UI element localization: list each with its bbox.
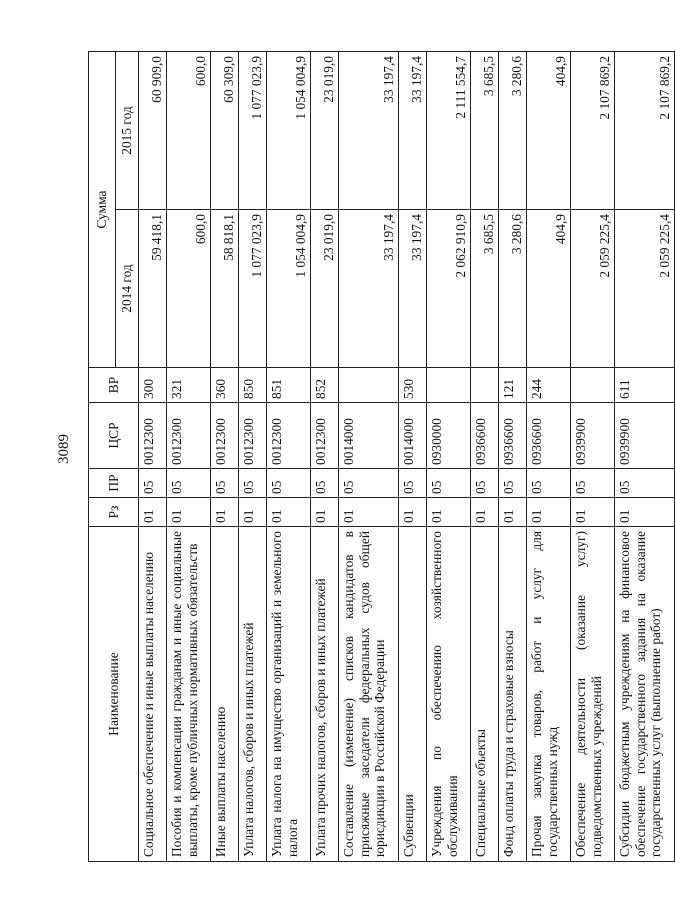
table-row [311,51,339,861]
cell-sum-2014: 59 418,1 [139,210,167,368]
cell-pr: 05 [311,469,339,498]
cell-vr: 121 [499,368,527,403]
cell-vr [571,368,615,403]
cell-vr [339,368,399,403]
cell-name: Учреждения по обеспечению хозяйственного обслуживания [427,527,471,862]
cell-sum-2015: 33 197,4 [339,51,399,209]
cell-pr: 05 [267,469,311,498]
cell-sum-2015: 33 197,4 [399,51,427,209]
cell-csr: 0012300 [139,403,167,469]
cell-sum-2015: 60 309,0 [211,51,239,209]
cell-rz: 01 [167,498,211,527]
cell-vr [471,368,499,403]
table-row [471,51,499,861]
header-row [89,51,116,861]
cell-vr: 851 [267,368,311,403]
cell-name: Уплата налога на имущество организаций и земельного налога [267,527,311,862]
cell-sum-2015: 3 685,5 [471,51,499,209]
cell-sum-2015: 404,9 [527,51,571,209]
cell-csr: 0936600 [499,403,527,469]
cell-pr: 05 [167,469,211,498]
cell-sum-2015: 23 019,0 [311,51,339,209]
cell-sum-2015: 2 111 554,7 [427,51,471,209]
cell-csr: 0012300 [239,403,267,469]
cell-sum-2014: 2 062 910,9 [427,210,471,368]
cell-pr: 05 [139,469,167,498]
cell-sum-2015: 2 107 869,2 [615,51,675,209]
cell-csr: 0930000 [427,403,471,469]
cell-rz: 01 [527,498,571,527]
table-row [167,51,211,861]
cell-pr: 05 [527,469,571,498]
cell-pr: 05 [499,469,527,498]
cell-csr: 0012300 [267,403,311,469]
header-2014: 2014 год [116,210,139,368]
cell-rz: 01 [615,498,675,527]
page-number: 3089 [56,434,72,464]
cell-rz: 01 [339,498,399,527]
cell-name: Социальное обеспечение и иные выплаты населению [139,527,167,862]
cell-sum-2014: 404,9 [527,210,571,368]
cell-csr: 0939900 [615,403,675,469]
cell-sum-2015: 1 077 023,9 [239,51,267,209]
budget-table [88,51,675,862]
cell-vr: 850 [239,368,267,403]
cell-csr: 0012300 [211,403,239,469]
cell-name: Обеспечение деятельности (оказание услуг) подведомственных учреждений [571,527,615,862]
cell-sum-2014: 3 685,5 [471,210,499,368]
cell-pr: 05 [339,469,399,498]
table-row [339,51,399,861]
cell-vr: 852 [311,368,339,403]
cell-name: Специальные объекты [471,527,499,862]
table-row [427,51,471,861]
table-row [239,51,267,861]
cell-sum-2014: 33 197,4 [339,210,399,368]
cell-pr: 05 [399,469,427,498]
cell-name: Фонд оплаты труда и страховые взносы [499,527,527,862]
cell-sum-2014: 2 059 225,4 [615,210,675,368]
cell-sum-2014: 1 054 004,9 [267,210,311,368]
cell-rz: 01 [399,498,427,527]
cell-name: Уплата налогов, сборов и иных платежей [239,527,267,862]
cell-name: Субвенции [399,527,427,862]
header-vr: ВР [89,368,139,403]
cell-pr: 05 [471,469,499,498]
cell-sum-2015: 1 054 004,9 [267,51,311,209]
cell-vr: 360 [211,368,239,403]
cell-sum-2015: 60 909,0 [139,51,167,209]
table-row [615,51,675,861]
cell-sum-2014: 3 280,6 [499,210,527,368]
cell-sum-2014: 1 077 023,9 [239,210,267,368]
cell-vr: 611 [615,368,675,403]
header-name: Наименование [89,527,139,862]
cell-sum-2014: 33 197,4 [399,210,427,368]
header-sum: Сумма [89,51,116,367]
rotated-page [88,52,672,862]
cell-rz: 01 [267,498,311,527]
cell-csr: 0939900 [571,403,615,469]
cell-name: Составление (изменение) списков кандидатов в присяжные заседатели федеральных судов общей юрисдикции в Российской Федерации [339,527,399,862]
cell-rz: 01 [427,498,471,527]
cell-sum-2014: 23 019,0 [311,210,339,368]
cell-pr: 05 [427,469,471,498]
cell-rz: 01 [239,498,267,527]
cell-csr: 0014000 [339,403,399,469]
table-row [211,51,239,861]
cell-vr: 244 [527,368,571,403]
cell-pr: 05 [571,469,615,498]
cell-sum-2015: 3 280,6 [499,51,527,209]
cell-name: Субсидии бюджетным учреждениям на финансовое обеспечение государственного задания на оказание государственных услуг (выполнение работ) [615,527,675,862]
header-csr: ЦСР [89,403,139,469]
cell-sum-2014: 58 818,1 [211,210,239,368]
cell-rz: 01 [571,498,615,527]
table-row [399,51,427,861]
cell-rz: 01 [139,498,167,527]
cell-sum-2014: 2 059 225,4 [571,210,615,368]
cell-pr: 05 [239,469,267,498]
table-row [499,51,527,861]
cell-vr: 530 [399,368,427,403]
header-rz: Рз [89,498,139,527]
table-row [527,51,571,861]
cell-csr: 0936600 [527,403,571,469]
cell-csr: 0014000 [399,403,427,469]
cell-rz: 01 [471,498,499,527]
table-row [571,51,615,861]
cell-rz: 01 [211,498,239,527]
cell-name: Уплата прочих налогов, сборов и иных платежей [311,527,339,862]
cell-csr: 0012300 [167,403,211,469]
cell-rz: 01 [311,498,339,527]
cell-name: Иные выплаты населению [211,527,239,862]
cell-csr: 0936600 [471,403,499,469]
table-row [139,51,167,861]
cell-sum-2015: 2 107 869,2 [571,51,615,209]
cell-pr: 05 [615,469,675,498]
cell-vr: 321 [167,368,211,403]
cell-vr: 300 [139,368,167,403]
cell-sum-2014: 600,0 [167,210,211,368]
cell-vr [427,368,471,403]
header-2015: 2015 год [116,51,139,209]
cell-rz: 01 [499,498,527,527]
cell-pr: 05 [211,469,239,498]
cell-sum-2015: 600,0 [167,51,211,209]
header-pr: ПР [89,469,139,498]
cell-name: Прочая закупка товаров, работ и услуг для государственных нужд [527,527,571,862]
cell-name: Пособия и компенсации гражданам и иные социальные выплаты, кроме публичных нормативных обязательств [167,527,211,862]
cell-csr: 0012300 [311,403,339,469]
table-row [267,51,311,861]
